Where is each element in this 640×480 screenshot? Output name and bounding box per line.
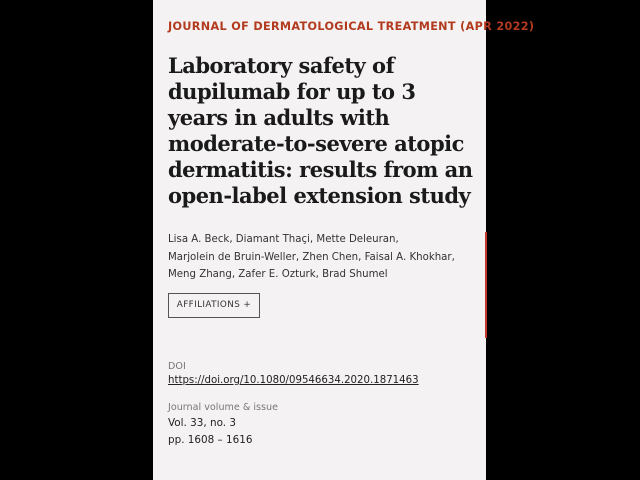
article-title: Laboratory safety of dupilumab for up to 3 years in adults with moderate-to-severe atopic dermatitis: results from an open-label extension study [168, 53, 473, 208]
author-line[interactable]: Meng Zhang, Zafer E. Ozturk, Brad Shumel [168, 269, 388, 280]
affiliations-button[interactable]: AFFILIATIONS + [168, 293, 260, 318]
article-card [153, 0, 535, 480]
page-range: pp. 1608 – 1616 [168, 434, 253, 446]
doi-label: DOI [168, 361, 186, 372]
author-line[interactable]: Lisa A. Beck, Diamant Thaçi, Mette Deleuran, [168, 234, 399, 245]
volume-issue-label: Journal volume & issue [168, 402, 278, 413]
author-line[interactable]: Marjolein de Bruin-Weller, Zhen Chen, Faisal A. Khokhar, [168, 251, 455, 263]
journal-name[interactable]: JOURNAL OF DERMATOLOGICAL TREATMENT (APR 2022) [168, 20, 535, 33]
edge-accent-bar [485, 232, 487, 338]
doi-link[interactable]: https://doi.org/10.1080/09546634.2020.1871463 [168, 375, 419, 386]
volume-issue-value: Vol. 33, no. 3 [168, 417, 236, 429]
author-list [168, 231, 473, 284]
